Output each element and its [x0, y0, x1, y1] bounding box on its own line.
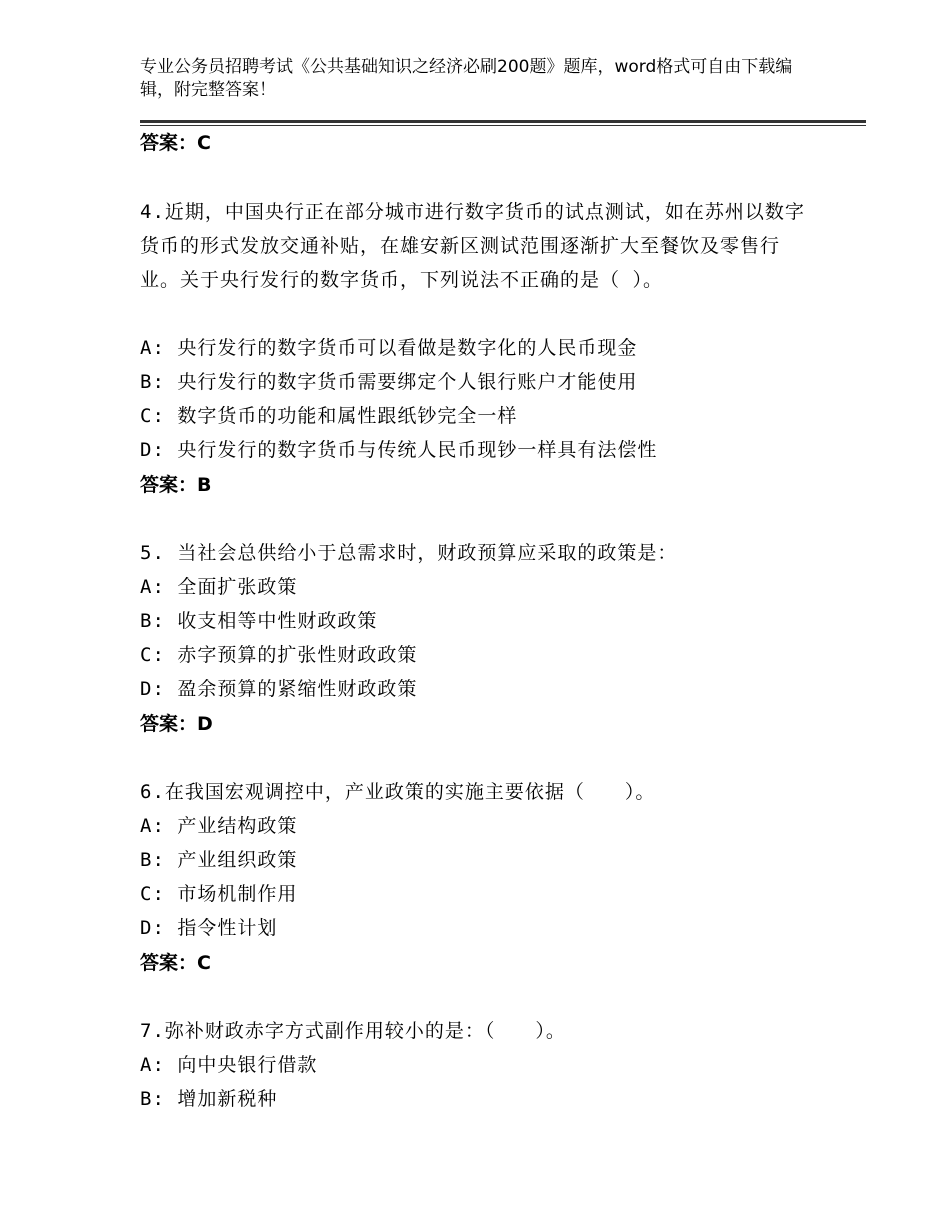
question-4-option-a: A: 央行发行的数字货币可以看做是数字化的人民币现金 [140, 337, 638, 359]
header-divider-thick [140, 120, 866, 123]
question-6-option-a: A: 产业结构政策 [140, 815, 298, 837]
question-5-stem: 5. 当社会总供给小于总需求时，财政预算应采取的政策是： [140, 542, 678, 564]
question-6-option-d: D: 指令性计划 [140, 917, 278, 939]
document-header: 专业公务员招聘考试《公共基础知识之经济必刷200题》题库，word格式可自由下载编辑，附完整答案！ [140, 57, 793, 100]
question-6-stem: 6.在我国宏观调控中，产业政策的实施主要依据（ ）。 [140, 781, 656, 803]
question-4-option-b: B: 央行发行的数字货币需要绑定个人银行账户才能使用 [140, 371, 638, 393]
question-5-option-c: C: 赤字预算的扩张性财政政策 [140, 644, 418, 666]
question-5-option-d: D: 盈余预算的紧缩性财政政策 [140, 678, 418, 700]
question-5-option-b: B: 收支相等中性财政政策 [140, 610, 378, 632]
question-4-option-c: C: 数字货币的功能和属性跟纸钞完全一样 [140, 405, 518, 427]
question-7-option-a: A: 向中央银行借款 [140, 1054, 318, 1076]
header-divider-thin [140, 125, 866, 126]
question-7-option-b: B: 增加新税种 [140, 1088, 278, 1110]
question-6-option-c: C: 市场机制作用 [140, 883, 298, 905]
question-5-answer: 答案：D [140, 713, 213, 735]
answer-previous: 答案：C [140, 132, 211, 154]
question-4-answer: 答案：B [140, 474, 212, 496]
question-4-option-d: D: 央行发行的数字货币与传统人民币现钞一样具有法偿性 [140, 439, 658, 461]
question-7-stem: 7.弥补财政赤字方式副作用较小的是：（ ）。 [140, 1020, 566, 1042]
question-5-option-a: A: 全面扩张政策 [140, 576, 298, 598]
question-6-answer: 答案：C [140, 952, 211, 974]
question-6-option-b: B: 产业组织政策 [140, 849, 298, 871]
question-4-stem: 4.近期，中国央行正在部分城市进行数字货币的试点测试，如在苏州以数字货币的形式发放交通补贴，在雄安新区测试范围逐渐扩大至餐饮及零售行业。关于央行发行的数字货币，下列说法不正确的是（ ）。 [140, 201, 805, 291]
